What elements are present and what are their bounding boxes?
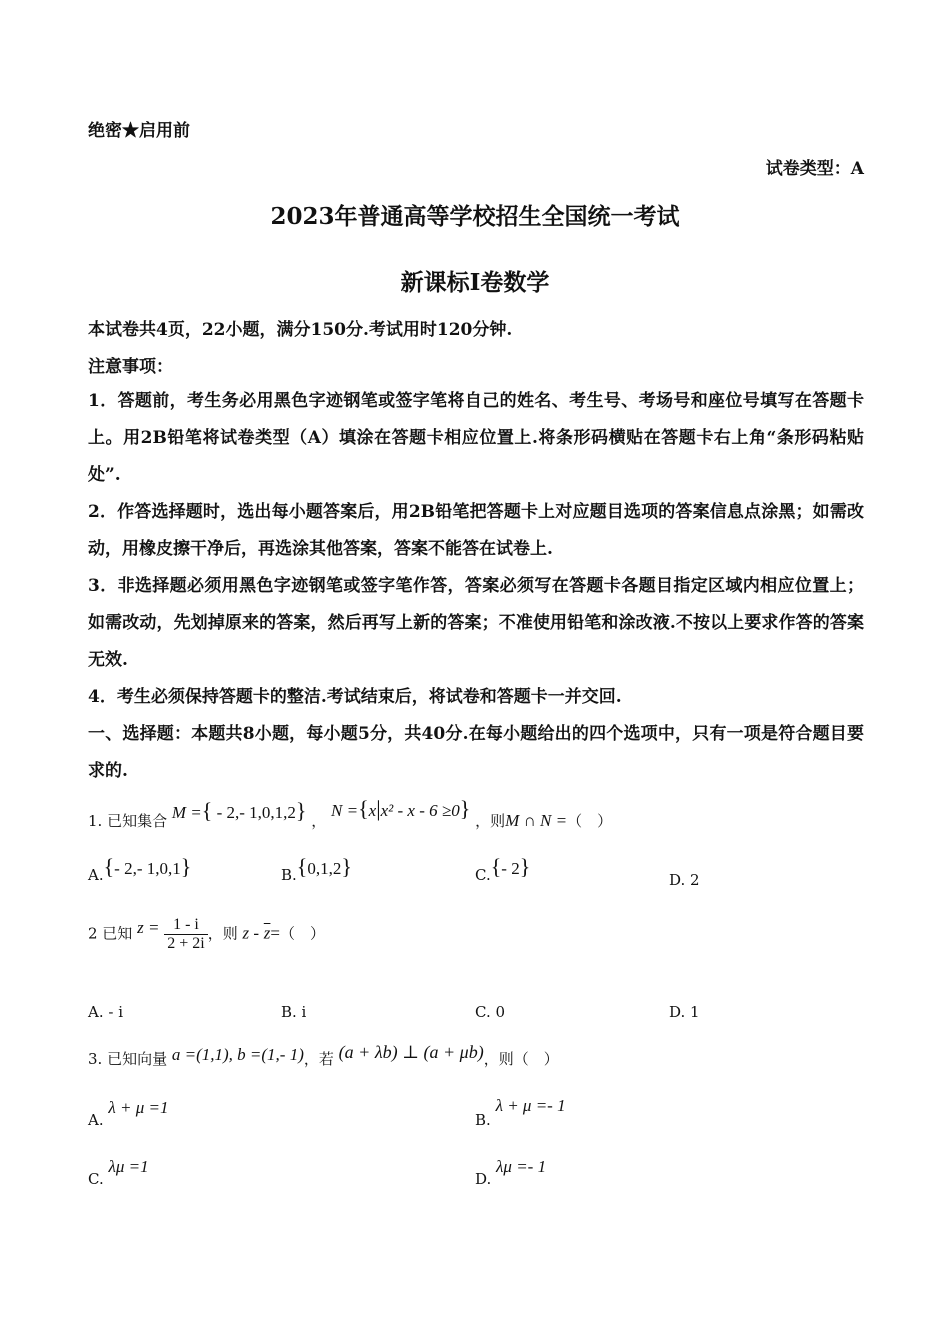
q3-then: ，则（ ） xyxy=(483,1050,559,1068)
note-2: 2．作答选择题时，选出每小题答案后，用2B铅笔把答题卡上对应题目选项的答案信息点涂黑；如需改动，用橡皮擦干净后，再选涂其他答案，答案不能答在试卷上. xyxy=(88,502,864,559)
q1-option-a-value: - 2,- 1,0,1 xyxy=(114,859,181,878)
q1-m-lhs: M = xyxy=(171,803,202,822)
q1-comma: ， xyxy=(311,812,327,830)
note-1: 1．答题前，考生务必用黑色字迹钢笔或签字笔将自己的姓名、考生号、考场号和座位号填写在答题卡上。用2B铅笔将试卷类型（A）填涂在答题卡相应位置上.将条形码横贴在答题卡右上角“条形码粘贴处”. xyxy=(88,391,864,485)
q2-option-a: A. - i xyxy=(88,1003,124,1021)
q2-z-lhs: z = xyxy=(137,917,160,937)
q2-fraction xyxy=(164,916,207,953)
note-4: 4．考生必须保持答题卡的整洁.考试结束后，将试卷和答题卡一并交回. xyxy=(88,687,622,707)
q2-option-d: D. 1 xyxy=(669,1003,700,1021)
question-2 xyxy=(88,916,325,953)
q2-denominator: 2 + 2i xyxy=(167,935,205,952)
q1-option-c-value: - 2 xyxy=(501,859,520,878)
q2-then: ，则 xyxy=(207,924,238,943)
q1-option-a-label: A. xyxy=(88,866,104,884)
q1-option-b-label: B. xyxy=(281,866,297,884)
q3-option-d-value: λμ =- 1 xyxy=(496,1157,547,1176)
confidential-label: 绝密★启用前 xyxy=(88,121,190,141)
q3-option-d-label: D. xyxy=(475,1170,492,1188)
q1-n-var: x xyxy=(368,801,377,820)
q3-option-b xyxy=(475,1096,566,1130)
q3-option-c-label: C. xyxy=(88,1170,104,1188)
q3-option-d xyxy=(475,1157,547,1189)
exam-title: 2023年普通高等学校招生全国统一考试 xyxy=(270,203,680,230)
q3-option-a-label: A. xyxy=(88,1111,104,1129)
q2-expr-zbar: $\overline{z}$ xyxy=(263,923,271,943)
q2-option-c: C. 0 xyxy=(475,1003,506,1021)
section-1-heading: 一、选择题：本题共8小题，每小题5分，共40分.在每小题给出的四个选项中，只有一项是符合题目要求的. xyxy=(88,724,864,781)
q3-prefix: 3. 已知向量 xyxy=(88,1050,168,1068)
q3-option-b-label: B. xyxy=(475,1111,491,1129)
q1-expr: M ∩ N = xyxy=(505,811,568,830)
q1-option-d: D. 2 xyxy=(669,871,700,889)
q2-expr-z: z - xyxy=(242,923,260,943)
intro-text: 本试卷共4页，22小题，满分150分.考试用时120分钟. xyxy=(88,320,513,340)
q2-numerator: 1 - i xyxy=(164,916,207,935)
notes-heading: 注意事项： xyxy=(88,357,173,377)
q1-prefix: 1. 已知集合 xyxy=(88,812,168,830)
paper-type-label: 试卷类型：A xyxy=(765,159,864,179)
q3-option-a xyxy=(88,1098,169,1130)
q2-paren: （ ） xyxy=(280,924,326,943)
q1-n-lhs: N = xyxy=(331,801,359,820)
q1-m-set: - 2,- 1,0,1,2 xyxy=(212,803,296,822)
q3-option-c xyxy=(88,1157,149,1189)
q2-prefix: 2 已知 xyxy=(88,924,133,943)
q3-condition: (a + λb) ⊥ (a + μb) xyxy=(338,1042,484,1062)
question-1: 1. 已知集合 M ={ - 2,- 1,0,1,2} ， N ={x|x² - x - 6 ≥0} ，则M ∩ N =（ ） xyxy=(88,796,613,830)
q1-option-c: C.{- 2} xyxy=(475,854,531,884)
q3-option-c-value: λμ =1 xyxy=(108,1157,149,1176)
q3-option-a-value: λ + μ =1 xyxy=(108,1098,169,1117)
note-3: 3．非选择题必须用黑色字迹钢笔或签字笔作答，答案必须写在答题卡各题目指定区域内相应位置上；如需改动，先划掉原来的答案，然后再写上新的答案；不准使用铅笔和涂改液.不按以上要求作答的答案无效. xyxy=(88,576,864,670)
q1-option-b-value: 0,1,2 xyxy=(307,859,342,878)
exam-subtitle: 新课标Ⅰ卷数学 xyxy=(400,269,550,296)
q1-option-b: B.{0,1,2} xyxy=(281,854,352,884)
q2-eq: = xyxy=(270,923,281,943)
q3-vectors: a =(1,1), b =(1,- 1) xyxy=(171,1045,304,1064)
q1-paren: （ ） xyxy=(567,812,613,830)
q1-option-c-label: C. xyxy=(475,866,491,884)
q1-n-cond: x² - x - 6 ≥0 xyxy=(380,801,460,820)
q3-if: ，若 xyxy=(303,1050,334,1068)
question-3 xyxy=(88,1042,559,1069)
q3-option-b-value: λ + μ =- 1 xyxy=(495,1096,566,1115)
q1-then: ，则 xyxy=(475,812,506,830)
q1-option-a: A.{- 2,- 1,0,1} xyxy=(88,854,192,884)
q2-option-b: B. i xyxy=(281,1003,307,1021)
